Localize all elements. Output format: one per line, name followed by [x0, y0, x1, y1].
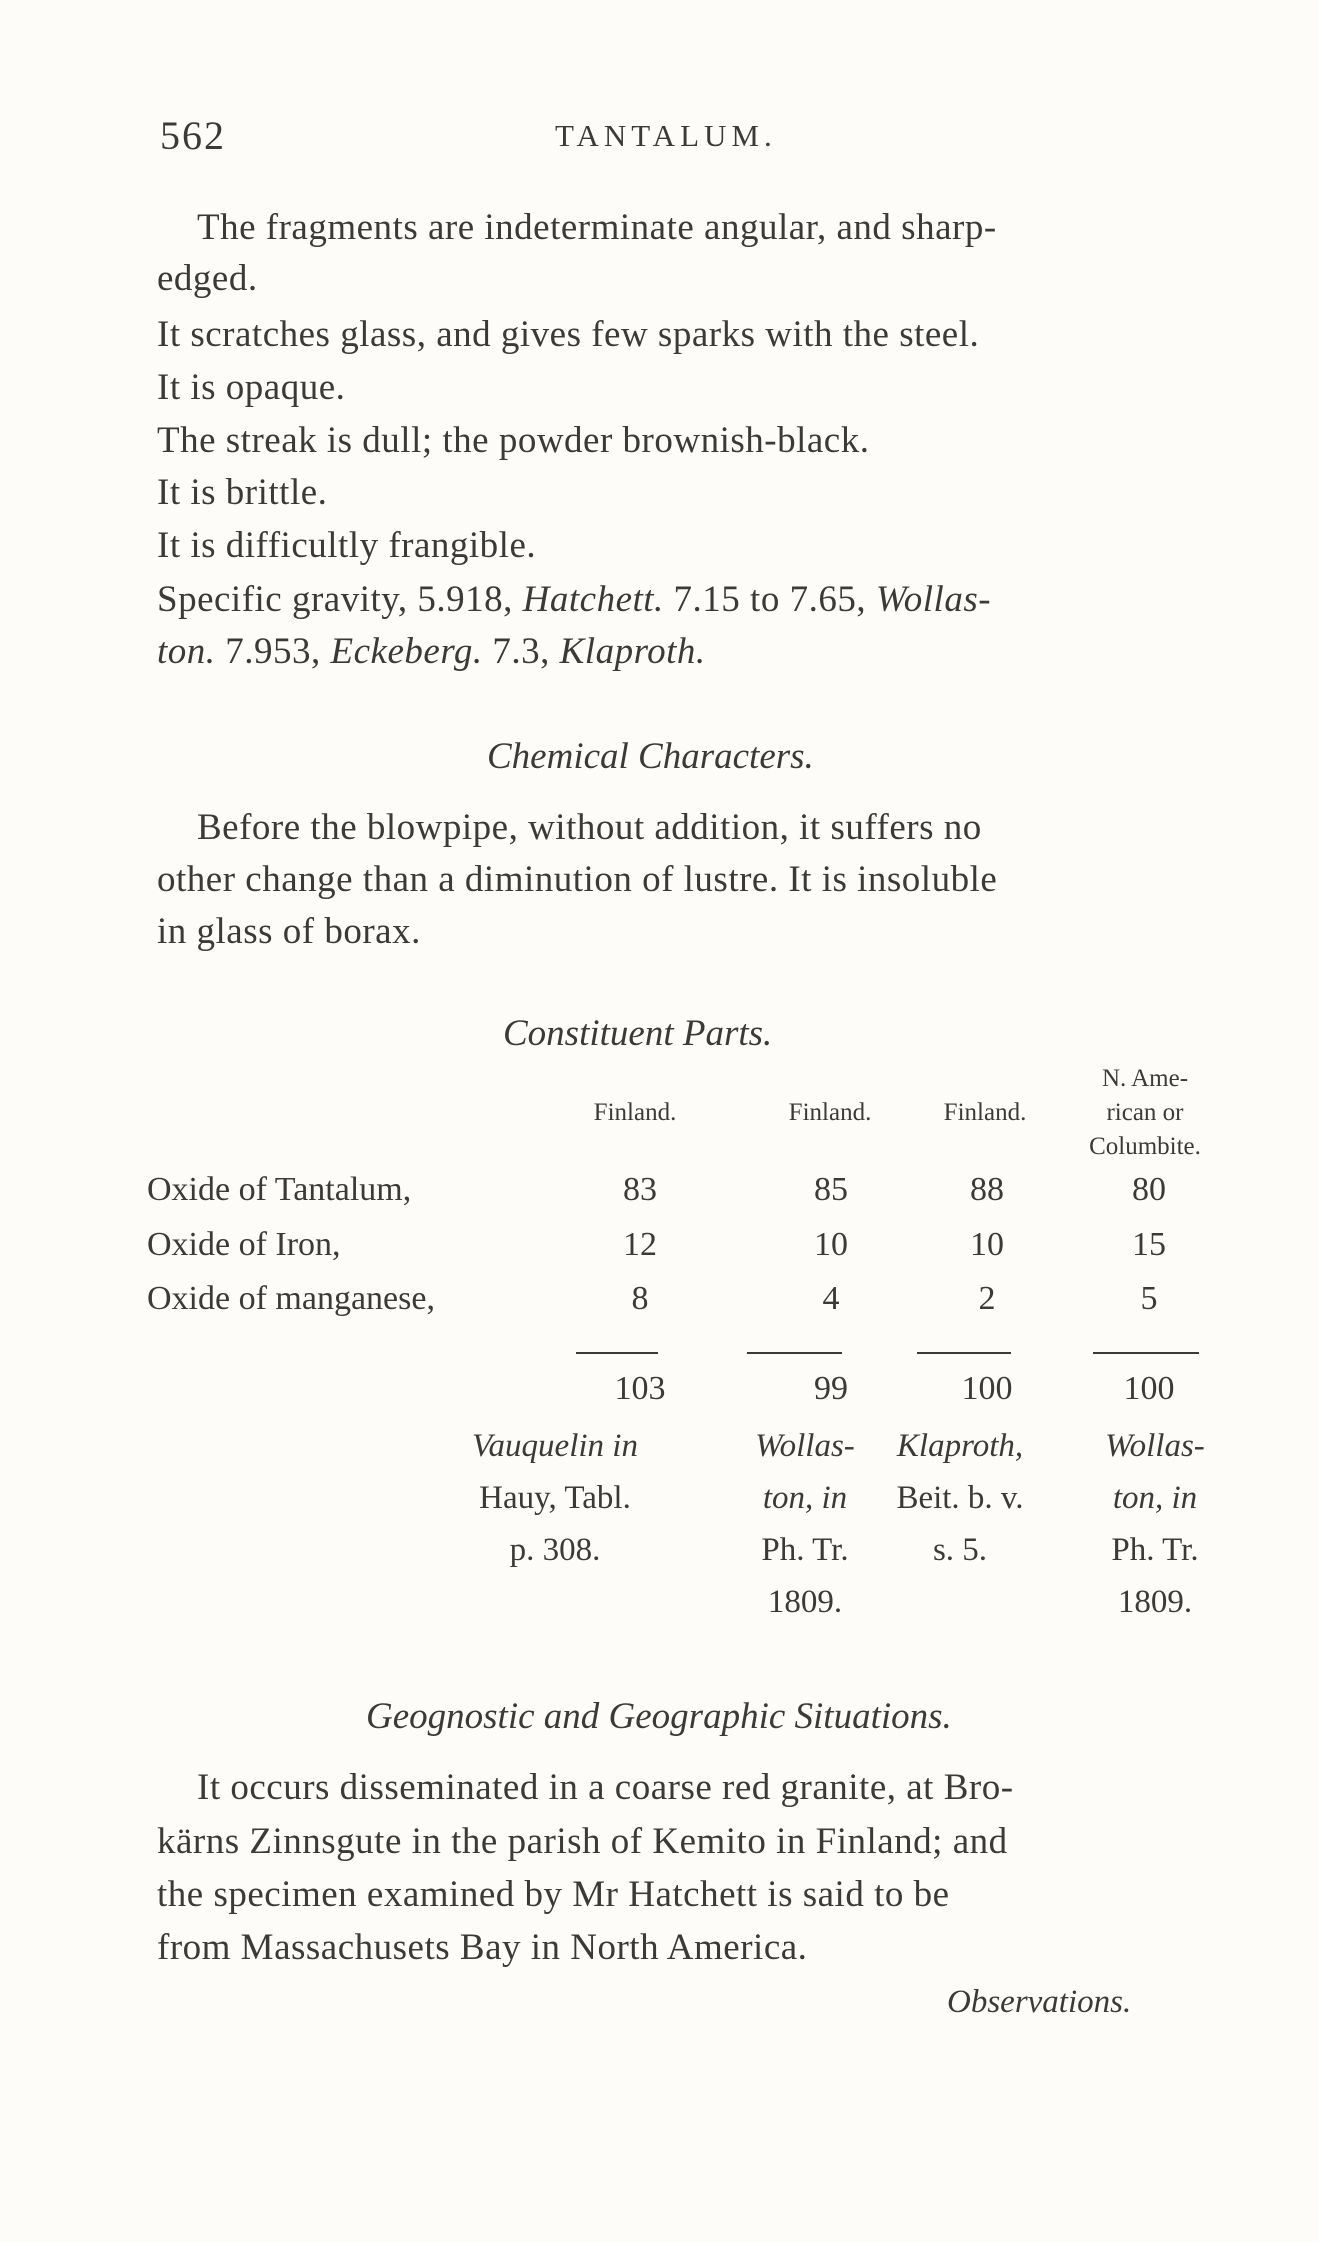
table-cell: 4	[822, 1280, 840, 1317]
specific-gravity-line-cont	[157, 630, 706, 673]
authority-cell	[1060, 1420, 1250, 1628]
total-cell: 103	[614, 1370, 666, 1407]
text-line: It is difficultly frangible.	[157, 525, 537, 566]
sum-rule	[1093, 1352, 1199, 1354]
table-cell: 15	[1132, 1226, 1166, 1263]
text-line: the specimen examined by Mr Hatchett is said to be	[157, 1874, 950, 1915]
column-header	[755, 1062, 905, 1130]
authority-text: ton, in	[1112, 1480, 1198, 1516]
authority-text: Hauy, Tabl.	[479, 1480, 631, 1516]
authority-text: Ph. Tr.	[1111, 1532, 1199, 1568]
table-cell: 83	[623, 1171, 657, 1208]
authority-text: Klaproth,	[896, 1428, 1024, 1464]
authority-text: 1809.	[1117, 1584, 1193, 1620]
authority-name: Wollas-	[875, 579, 992, 620]
row-label: Oxide of manganese,	[147, 1280, 435, 1317]
text-line: edged.	[157, 258, 258, 299]
sum-rule	[747, 1352, 842, 1354]
authority-text: s. 5.	[932, 1532, 988, 1568]
text-line: from Massachusets Bay in North America.	[157, 1927, 808, 1968]
text-line: The fragments are indeterminate angular, and sharp-	[197, 207, 997, 248]
table-cell: 10	[814, 1226, 848, 1263]
authority-text: Wollas-	[755, 1428, 855, 1464]
sum-rule	[576, 1352, 658, 1354]
text-line: kärns Zinnsgute in the parish of Kemito in Finland; and	[157, 1821, 1008, 1862]
page-number: 562	[160, 113, 226, 158]
text-run: Specific gravity, 5.918,	[157, 579, 523, 620]
column-header-text: N. Ame-	[1101, 1065, 1189, 1092]
authority-text: ton, in	[762, 1480, 848, 1516]
column-header-text: Columbite.	[1089, 1133, 1201, 1160]
section-heading-chemical: Chemical Characters.	[487, 736, 814, 777]
column-header-text: Finland.	[593, 1099, 677, 1126]
row-label: Oxide of Iron,	[147, 1226, 341, 1263]
column-header-text: Finland.	[788, 1099, 872, 1126]
table-cell: 5	[1140, 1280, 1158, 1317]
table-cell: 8	[631, 1280, 649, 1317]
table-cell: 85	[814, 1171, 848, 1208]
total-cell: 100	[1123, 1370, 1175, 1407]
table-cell: 10	[970, 1226, 1004, 1263]
table-cell: 12	[623, 1226, 657, 1263]
authority-text: Beit. b. v.	[896, 1480, 1024, 1516]
total-cell: 100	[961, 1370, 1013, 1407]
table-cell: 80	[1132, 1171, 1166, 1208]
table-cell: 2	[978, 1280, 996, 1317]
text-line: It is opaque.	[157, 367, 346, 408]
text-run: 7.3,	[482, 631, 560, 672]
authority-cell	[445, 1420, 665, 1576]
text-run: 7.15 to 7.65,	[663, 579, 876, 620]
column-header	[910, 1062, 1060, 1130]
table-cell: 88	[970, 1171, 1004, 1208]
authority-name: ton.	[157, 631, 216, 672]
section-heading-geognostic: Geognostic and Geographic Situations.	[366, 1696, 952, 1737]
page-header	[160, 112, 1210, 172]
section-heading-constituent: Constituent Parts.	[503, 1013, 773, 1054]
text-line: It is brittle.	[157, 472, 328, 513]
authority-name: Klaproth.	[559, 631, 706, 672]
authority-name: Hatchett.	[522, 579, 664, 620]
specific-gravity-line	[157, 578, 991, 621]
text-line: It occurs disseminated in a coarse red granite, at Bro-	[197, 1767, 1014, 1808]
catchword: Observations.	[947, 1984, 1132, 2020]
text-line: in glass of borax.	[157, 911, 421, 952]
column-header-text: Finland.	[943, 1099, 1027, 1126]
text-line: Before the blowpipe, without addition, it suffers no	[197, 807, 982, 848]
authority-text: Ph. Tr.	[761, 1532, 849, 1568]
text-line: The streak is dull; the powder brownish-black.	[157, 420, 870, 461]
authority-text: Vauquelin in	[472, 1428, 638, 1464]
text-line: other change than a diminution of lustre. It is insoluble	[157, 859, 998, 900]
total-cell: 99	[814, 1370, 848, 1407]
authority-name: Eckeberg.	[330, 631, 483, 672]
authority-text: 1809.	[767, 1584, 843, 1620]
authority-text: p. 308.	[509, 1532, 601, 1568]
text-line: It scratches glass, and gives few sparks with the steel.	[157, 314, 980, 355]
column-header-text: rican or	[1106, 1099, 1184, 1126]
column-header	[560, 1062, 710, 1130]
text-run: 7.953,	[215, 631, 331, 672]
authority-cell	[850, 1420, 1070, 1576]
running-title: TANTALUM.	[555, 118, 777, 153]
sum-rule	[917, 1352, 1011, 1354]
column-header	[1065, 1062, 1225, 1164]
authority-text: Wollas-	[1105, 1428, 1205, 1464]
row-label: Oxide of Tantalum,	[147, 1171, 412, 1208]
